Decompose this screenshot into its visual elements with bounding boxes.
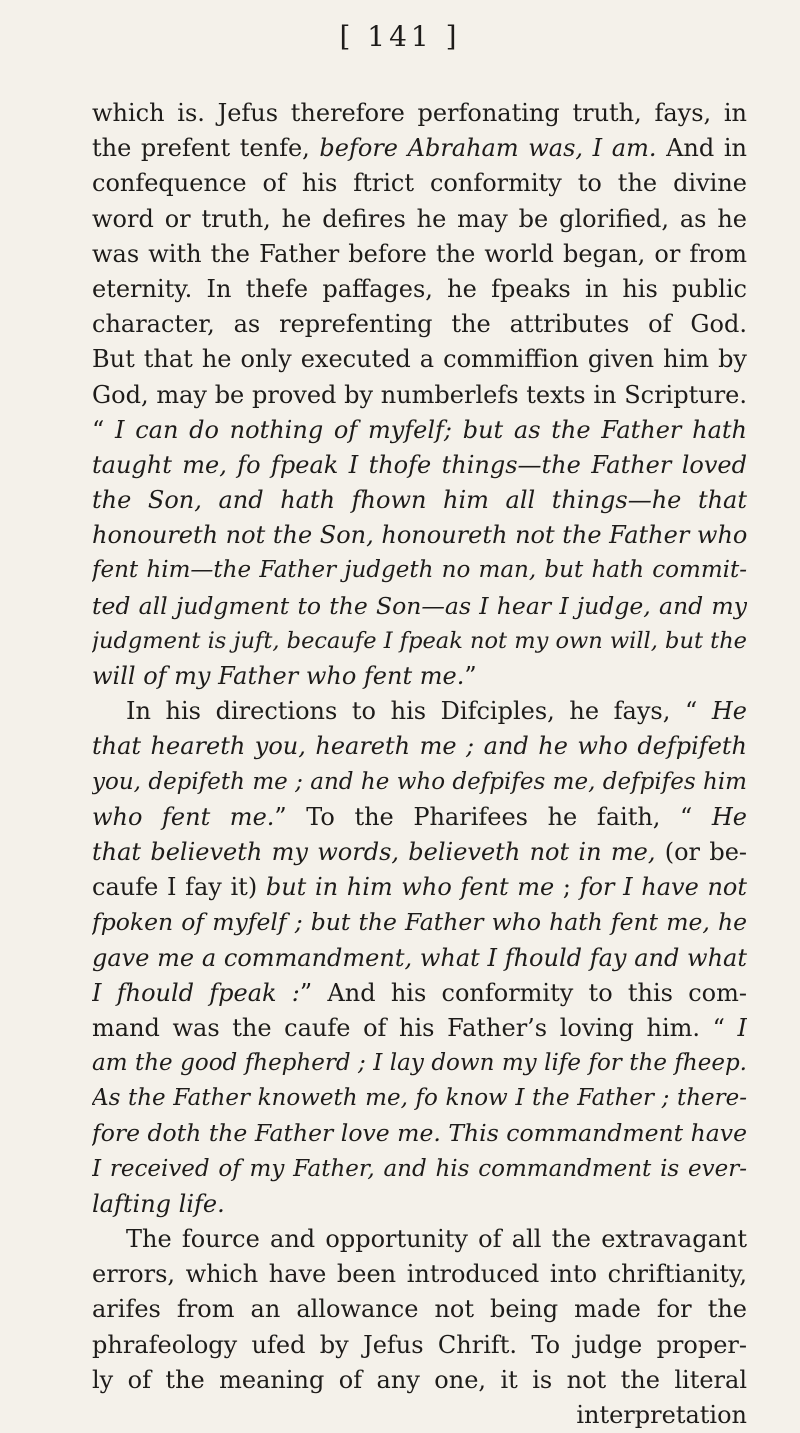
- italic-text: the Son, and hath fhown him all things—he that: [92, 486, 747, 515]
- roman-text: And in: [656, 134, 747, 163]
- text-line: [92, 1011, 747, 1046]
- text-line: [92, 835, 747, 870]
- italic-text: for I have not: [579, 873, 747, 902]
- text-line: [92, 307, 747, 342]
- roman-text: which is. Jefus therefore perfonating truth, fays, in: [92, 99, 747, 127]
- roman-text: arifes from an allowance not being made for the: [92, 1295, 747, 1324]
- page-number: [ 141 ]: [339, 20, 461, 53]
- italic-text: He: [711, 697, 747, 726]
- text-line: [92, 1328, 747, 1363]
- italic-text: that heareth you, heareth me ; and he who defpifeth: [92, 732, 747, 761]
- italic-text: He: [711, 802, 747, 831]
- text-line: [92, 624, 747, 659]
- text-line: [92, 1152, 747, 1187]
- italic-text: I: [737, 1013, 747, 1042]
- text-line: [92, 413, 747, 448]
- text-line: [92, 1046, 747, 1081]
- italic-text: I can do nothing of myfelf; but as the Father hath: [115, 415, 747, 444]
- roman-text: caufe I fay it): [92, 873, 266, 902]
- italic-text: ted all judgment to the Son—as I hear I judge, and my: [92, 591, 747, 620]
- text-line: [92, 378, 747, 413]
- text-line: [92, 905, 747, 940]
- italic-text: lafting life.: [92, 1189, 225, 1218]
- italic-text: As the Father knoweth me, fo know I the Father ; there-: [92, 1085, 747, 1112]
- italic-text: that believeth my words, believeth not in me,: [92, 837, 656, 866]
- roman-text: But that he only executed a commiffion given him by: [92, 345, 747, 374]
- roman-text: ” To the Pharifees he faith, “: [274, 802, 712, 831]
- text-line: [92, 1222, 747, 1257]
- text-line: [92, 483, 747, 518]
- text-line: [92, 800, 747, 835]
- italic-text: will of my Father who fent me.: [92, 662, 465, 690]
- text-line: [92, 1116, 747, 1151]
- italic-text: I fhould fpeak :: [92, 978, 300, 1007]
- italic-text: am the good fhepherd ; I lay down my life for the fheep.: [92, 1050, 747, 1077]
- text-line: [92, 1187, 747, 1222]
- text-line: [92, 870, 747, 905]
- roman-text: character, as reprefenting the attributes of God.: [92, 310, 747, 339]
- italic-text: fore doth the Father love me. This commandment have: [92, 1119, 747, 1148]
- roman-text: mand was the caufe of his Father’s loving him. “: [92, 1013, 738, 1042]
- text-line: [92, 553, 747, 588]
- italic-text: judgment is juft, becaufe I fpeak not my own will, but the: [92, 627, 747, 654]
- roman-text: ly of the meaning of any one, it is not the literal: [92, 1365, 747, 1394]
- text-line: [92, 166, 747, 201]
- roman-text: errors, which have been introduced into chriftianity,: [92, 1260, 747, 1289]
- italic-text: fent him—the Father judgeth no man, but hath commit-: [92, 557, 747, 584]
- text-line: [92, 202, 747, 237]
- roman-text: was with the Father before the world began, or from: [92, 239, 747, 268]
- text-line: [92, 448, 747, 483]
- italic-text: gave me a commandment, what I fhould fay and what: [92, 943, 747, 972]
- roman-text: the prefent tenfe,: [92, 134, 320, 163]
- roman-text: “: [92, 415, 115, 444]
- text-line: [92, 1292, 747, 1327]
- text-line: [92, 518, 747, 553]
- text-line: [92, 941, 747, 976]
- roman-text: The fource and opportunity of all the extravagant: [126, 1225, 747, 1253]
- text-line: [92, 729, 747, 764]
- text-line: [92, 131, 747, 166]
- text-line: [92, 1257, 747, 1292]
- body-text: [92, 96, 747, 1433]
- roman-text: word or truth, he defires he may be glorified, as he: [92, 204, 747, 233]
- text-line: [92, 342, 747, 377]
- roman-text: phrafeology ufed by Jefus Chrift. To judge proper-: [92, 1330, 747, 1359]
- roman-text: ”: [464, 662, 477, 690]
- roman-text: ” And his conformity to this com-: [299, 978, 747, 1007]
- text-line: [92, 237, 747, 272]
- text-line: [92, 272, 747, 307]
- roman-text: confequence of his ftrict conformity to the divine: [92, 169, 747, 198]
- text-line: [92, 589, 747, 624]
- roman-text: In his directions to his Difciples, he fays, “: [126, 697, 712, 726]
- text-line: [92, 96, 747, 131]
- italic-text: honoureth not the Son, honoureth not the Father who: [92, 521, 747, 550]
- text-line: [92, 976, 747, 1011]
- italic-text: taught me, fo fpeak I thofe things—the Father loved: [92, 450, 747, 479]
- roman-text: ;: [554, 873, 580, 902]
- italic-text: before Abraham was, I am.: [319, 134, 657, 163]
- text-line: [92, 1363, 747, 1398]
- text-line: [92, 1081, 747, 1116]
- roman-text: eternity. In thefe paffages, he fpeaks in his public: [92, 274, 747, 303]
- text-line: [92, 694, 747, 729]
- italic-text: but in him who fent me: [265, 873, 555, 902]
- roman-text: interpretation: [576, 1400, 747, 1429]
- text-line: [92, 765, 747, 800]
- text-line: [92, 659, 747, 694]
- italic-text: I received of my Father, and his commandment is ever-: [92, 1155, 747, 1182]
- text-line: [92, 1398, 747, 1433]
- roman-text: (or be-: [655, 837, 747, 866]
- italic-text: who fent me.: [92, 802, 275, 831]
- italic-text: you, depifeth me ; and he who defpifes me, defpifes him: [92, 768, 747, 795]
- italic-text: fpoken of myfelf ; but the Father who hath fent me, he: [92, 908, 747, 937]
- roman-text: God, may be proved by numberlefs texts in Scripture.: [92, 380, 747, 409]
